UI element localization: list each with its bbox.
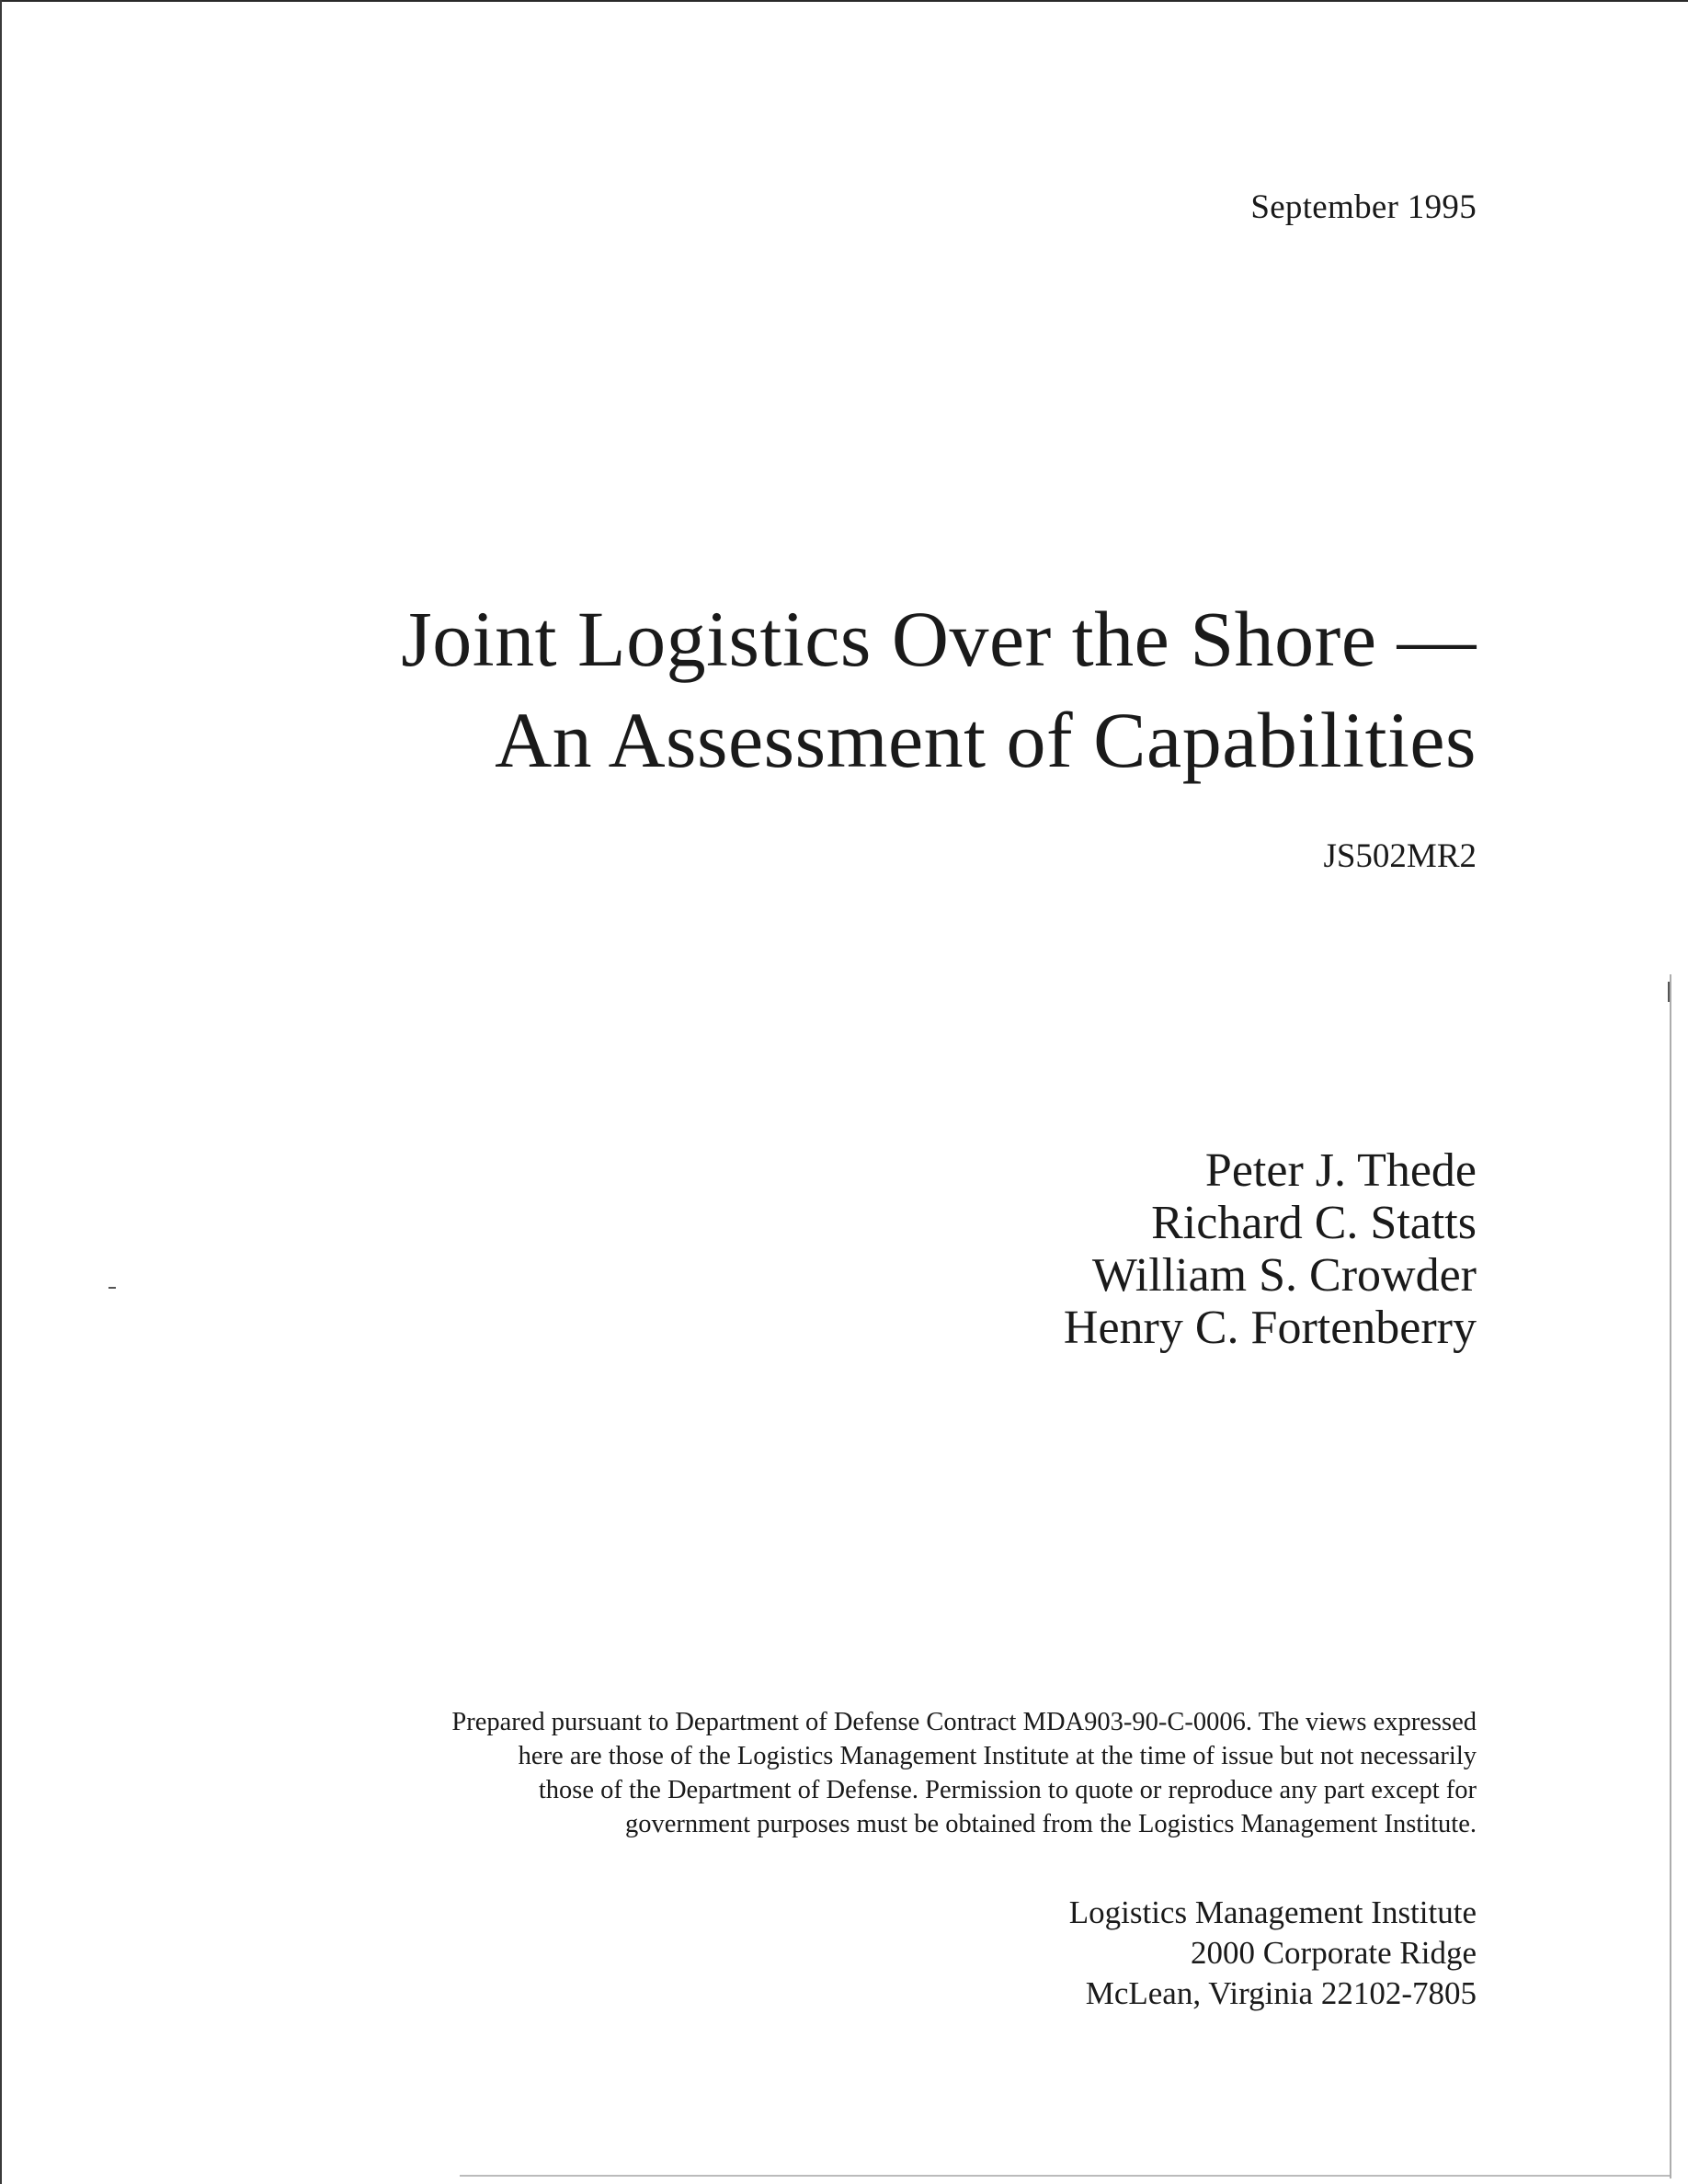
scan-speck: [108, 1287, 116, 1289]
author-name: Henry C. Fortenberry: [1063, 1302, 1477, 1354]
scan-border-top: [0, 0, 1688, 2]
disclaimer-line: government purposes must be obtained from the Logistics Management Institute.: [624, 1810, 1477, 1838]
disclaimer-line: Prepared pursuant to Department of Defense Contract MDA903-90-C-0006. The views expressed: [451, 1708, 1477, 1736]
report-title-line-2: An Assessment of Capabilities: [495, 696, 1477, 784]
contract-disclaimer: [451, 1705, 1477, 1841]
scan-speck: [1668, 982, 1670, 1002]
report-title: [401, 588, 1477, 791]
report-number: JS502MR2: [1323, 837, 1477, 875]
scan-border-bottom: [460, 2175, 1670, 2177]
report-title-line-1: Joint Logistics Over the Shore —: [401, 595, 1477, 683]
publisher-address: [1069, 1893, 1477, 2014]
author-list: [1064, 1144, 1477, 1354]
author-name: Richard C. Statts: [1151, 1197, 1477, 1249]
publication-date: September 1995: [1250, 188, 1477, 226]
scan-border-right: [1670, 974, 1671, 2178]
author-name: Peter J. Thede: [1204, 1144, 1477, 1197]
author-name: William S. Crowder: [1091, 1249, 1477, 1302]
scan-border-left: [0, 0, 2, 2184]
publisher-street: 2000 Corporate Ridge: [1190, 1935, 1477, 1971]
publisher-city: McLean, Virginia 22102-7805: [1085, 1975, 1477, 2011]
publisher-name: Logistics Management Institute: [1068, 1894, 1477, 1930]
disclaimer-line: those of the Department of Defense. Permission to quote or reproduce any part except for: [538, 1776, 1477, 1804]
disclaimer-line: here are those of the Logistics Management Institute at the time of issue but not necessarily: [518, 1742, 1477, 1770]
